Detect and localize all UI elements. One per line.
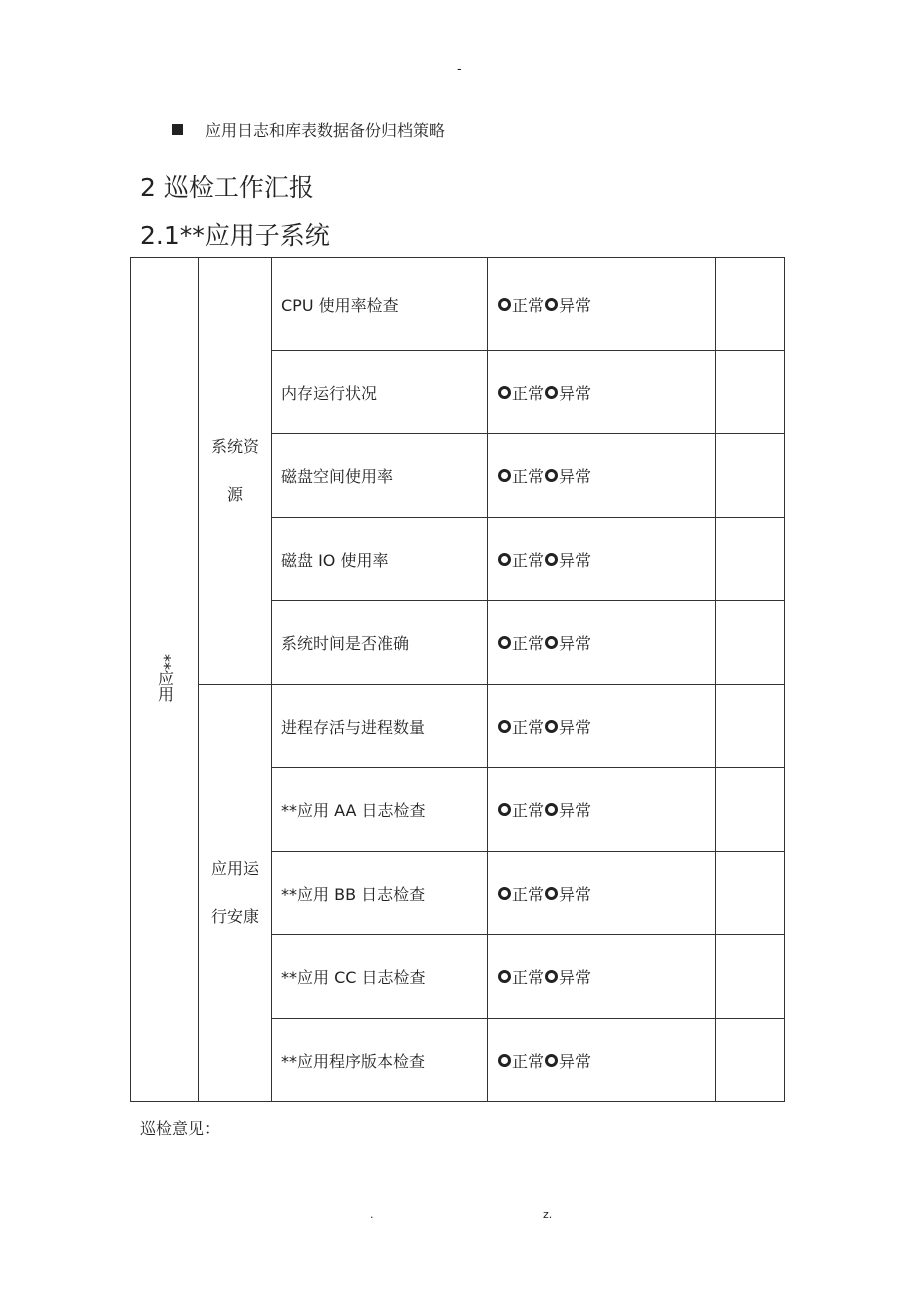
normal-radio-icon[interactable] [498,970,511,983]
abnormal-option-label: 异常 [559,968,592,987]
check-item-cell: 磁盘空间使用率 [272,434,488,518]
normal-option-label: 正常 [512,634,545,653]
remark-cell[interactable] [716,1019,785,1102]
footer-left-mark: . [370,1208,374,1221]
status-options [497,798,591,821]
normal-option-label: 正常 [512,1051,545,1071]
normal-radio-icon[interactable] [498,803,511,816]
category-label: 系统资源 [210,437,259,504]
remark-cell[interactable] [716,258,785,351]
bullet-item [172,118,445,141]
abnormal-radio-icon[interactable] [545,1054,558,1067]
check-item-cell: 磁盘 IO 使用率 [272,518,488,601]
remark-cell[interactable] [716,351,785,434]
status-options [497,965,591,988]
bullet-text: 应用日志和库表数据备份归档策略 [205,121,446,140]
abnormal-radio-icon[interactable] [545,469,558,482]
check-item-cell: **应用 CC 日志检查 [272,935,488,1019]
abnormal-radio-icon[interactable] [545,887,558,900]
status-cell [488,935,716,1019]
abnormal-radio-icon[interactable] [545,553,558,566]
bullet-square-icon [172,124,183,135]
normal-option-label: 正常 [512,550,545,570]
remark-cell[interactable] [716,601,785,685]
normal-radio-icon[interactable] [498,298,511,311]
abnormal-option-label: 异常 [559,383,592,403]
status-cell [488,258,716,351]
status-options [497,381,591,404]
section-heading: 2 巡检工作汇报 [140,173,314,202]
abnormal-radio-icon[interactable] [545,720,558,733]
category-label: 应用运行安康 [210,859,259,926]
abnormal-radio-icon[interactable] [545,636,558,649]
remark-cell[interactable] [716,434,785,518]
abnormal-option-label: 异常 [559,1051,592,1071]
status-options [497,882,591,905]
check-item-cell: 系统时间是否准确 [272,601,488,685]
check-item-cell: 内存运行状况 [272,351,488,434]
abnormal-radio-icon[interactable] [545,970,558,983]
normal-option-label: 正常 [512,801,545,820]
category-cell [199,685,272,1102]
inspection-table [130,257,785,1102]
check-item-cell: 进程存活与进程数量 [272,685,488,768]
abnormal-option-label: 异常 [559,717,592,737]
check-item-cell: **应用程序版本检查 [272,1019,488,1102]
footer-right-mark: z. [543,1208,553,1221]
page-header-mark: - [457,62,462,77]
status-options [497,715,591,738]
inspection-opinion-label: 巡检意见： [140,1119,221,1138]
normal-option-label: 正常 [512,383,545,403]
abnormal-radio-icon[interactable] [545,386,558,399]
abnormal-option-label: 异常 [559,295,592,315]
app-name-cell [131,258,199,1102]
abnormal-radio-icon[interactable] [545,803,558,816]
abnormal-radio-icon[interactable] [545,298,558,311]
normal-radio-icon[interactable] [498,636,511,649]
status-options [497,1049,591,1072]
status-cell [488,768,716,852]
status-cell [488,518,716,601]
normal-radio-icon[interactable] [498,720,511,733]
abnormal-option-label: 异常 [559,634,592,653]
status-cell [488,351,716,434]
abnormal-option-label: 异常 [559,467,592,486]
abnormal-option-label: 异常 [559,801,592,820]
normal-option-label: 正常 [512,295,545,315]
status-options [497,464,591,487]
normal-radio-icon[interactable] [498,887,511,900]
remark-cell[interactable] [716,852,785,935]
check-item-cell: **应用 BB 日志检查 [272,852,488,935]
normal-radio-icon[interactable] [498,386,511,399]
category-cell [199,258,272,685]
remark-cell[interactable] [716,768,785,852]
status-cell [488,601,716,685]
remark-cell[interactable] [716,518,785,601]
normal-option-label: 正常 [512,968,545,987]
abnormal-option-label: 异常 [559,884,592,904]
check-item-cell: CPU 使用率检查 [272,258,488,351]
subsection-heading: 2.1**应用子系统 [140,221,330,250]
status-cell [488,852,716,935]
status-options [497,293,591,316]
status-cell [488,1019,716,1102]
normal-radio-icon[interactable] [498,553,511,566]
status-cell [488,685,716,768]
remark-cell[interactable] [716,935,785,1019]
status-options [497,631,591,654]
normal-radio-icon[interactable] [498,1054,511,1067]
table-row [131,258,785,351]
remark-cell[interactable] [716,685,785,768]
table-row [131,685,785,768]
abnormal-option-label: 异常 [559,550,592,570]
normal-option-label: 正常 [512,717,545,737]
normal-option-label: 正常 [512,884,545,904]
normal-radio-icon[interactable] [498,469,511,482]
status-options [497,548,591,571]
status-cell [488,434,716,518]
app-name-label: **应用 [155,653,175,702]
check-item-cell: **应用 AA 日志检查 [272,768,488,852]
normal-option-label: 正常 [512,467,545,486]
